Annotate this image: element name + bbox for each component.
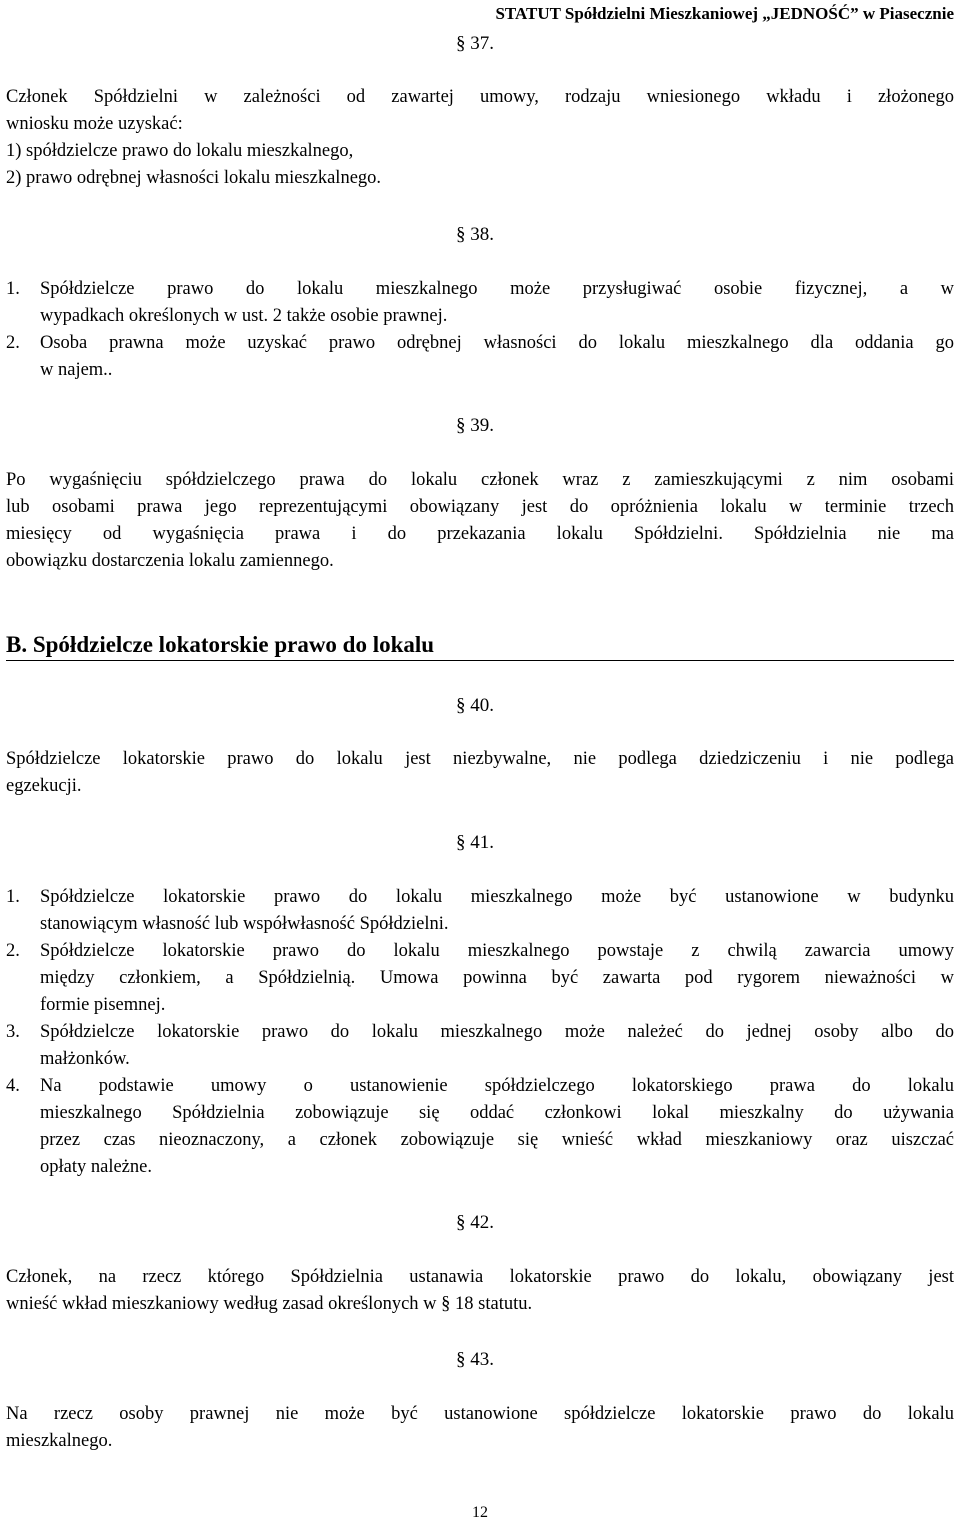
page-header: STATUT Spółdzielni Mieszkaniowej „JEDNOŚĆ” w Piasecznie — [495, 4, 954, 23]
text-line: obowiązku dostarczenia lokalu zamiennego. — [6, 551, 334, 571]
section-heading-39: § 39. — [456, 415, 494, 436]
text-line: miesięcy od wygaśnięcia prawa i do przekazania lokalu Spółdzielni. Spółdzielnia nie ma — [6, 524, 954, 544]
section-heading-38: § 38. — [456, 224, 494, 245]
text-line: Członek Spółdzielni w zależności od zawartej umowy, rodzaju wniesionego wkładu i złożonego — [6, 87, 954, 107]
list-item: 2) prawo odrębnej własności lokalu mieszkalnego. — [6, 168, 382, 188]
text-line: wnieść wkład mieszkaniowy według zasad określonych w § 18 statutu. — [6, 1294, 533, 1314]
text-line: mieszkalnego. — [6, 1431, 113, 1451]
text-line: Spółdzielcze lokatorskie prawo do lokalu mieszkalnego może być ustanowione w budynku — [40, 887, 954, 907]
text-line: Na rzecz osoby prawnej nie może być ustanowione spółdzielcze lokatorskie prawo do lokalu — [6, 1404, 954, 1424]
text-line: Spółdzielcze prawo do lokalu mieszkalnego może przysługiwać osobie fizycznej, a w — [40, 279, 954, 299]
section-heading-43: § 43. — [456, 1349, 494, 1370]
paragraph-43 — [6, 1401, 954, 1455]
section-heading-37: § 37. — [456, 33, 494, 54]
text-line: między członkiem, a Spółdzielnią. Umowa powinna być zawarta pod rygorem nieważności w — [40, 968, 954, 988]
text-line: Na podstawie umowy o ustanowienie spółdzielczego lokatorskiego prawa do lokalu — [40, 1076, 954, 1096]
text-line: formie pisemnej. — [40, 995, 166, 1015]
list-item-38-2 — [6, 330, 954, 384]
text-line: Spółdzielcze lokatorskie prawo do lokalu jest niezbywalne, nie podlega dziedziczeniu i nie podlega — [6, 749, 954, 769]
text-line: wniosku może uzyskać: — [6, 114, 183, 134]
page-number: 12 — [472, 1504, 488, 1521]
text-line: lub osobami prawa jego reprezentującymi obowiązany jest do opróżnienia lokalu w terminie trzech — [6, 497, 954, 517]
paragraph-37 — [6, 84, 954, 192]
item-number: 1. — [6, 279, 20, 299]
section-heading-41: § 41. — [456, 832, 494, 853]
text-line: Spółdzielcze lokatorskie prawo do lokalu mieszkalnego może należeć do jednej osoby albo do — [40, 1022, 954, 1042]
text-line: mieszkalnego Spółdzielnia zobowiązuje się oddać członkowi lokal mieszkalny do używania — [40, 1103, 954, 1123]
text-line: Członek, na rzecz którego Spółdzielnia ustanawia lokatorskie prawo do lokalu, obowiązany jest — [6, 1267, 954, 1287]
paragraph-39 — [6, 467, 954, 575]
text-line: Osoba prawna może uzyskać prawo odrębnej własności do lokalu mieszkalnego dla oddania go — [40, 333, 954, 353]
text-line: stanowiącym własność lub współwłasność Spółdzielni. — [40, 914, 449, 934]
text-line: Spółdzielcze lokatorskie prawo do lokalu mieszkalnego powstaje z chwilą zawarcia umowy — [40, 941, 954, 961]
item-number: 3. — [6, 1022, 20, 1042]
list-item-41-1 — [6, 884, 954, 938]
text-line: opłaty należne. — [40, 1157, 152, 1177]
text-line: Po wygaśnięciu spółdzielczego prawa do lokalu członek wraz z zamieszkującymi z nim osobami — [6, 470, 954, 490]
paragraph-42 — [6, 1264, 954, 1318]
section-heading-42: § 42. — [456, 1212, 494, 1233]
list-item: 1) spółdzielcze prawo do lokalu mieszkalnego, — [6, 141, 354, 161]
section-divider — [6, 660, 954, 661]
text-line: wypadkach określonych w ust. 2 także osobie prawnej. — [40, 306, 448, 326]
list-item-41-4 — [6, 1073, 954, 1181]
text-line: przez czas nieoznaczony, a członek zobowiązuje się wnieść wkład mieszkaniowy oraz uiszczać — [40, 1130, 954, 1150]
item-number: 2. — [6, 941, 20, 961]
list-item-41-3 — [6, 1019, 954, 1073]
paragraph-40 — [6, 746, 954, 800]
list-item-41-2 — [6, 938, 954, 1019]
item-number: 1. — [6, 887, 20, 907]
text-line: egzekucji. — [6, 776, 82, 796]
section-heading-40: § 40. — [456, 695, 494, 716]
text-line: małżonków. — [40, 1049, 130, 1069]
item-number: 2. — [6, 333, 20, 353]
item-number: 4. — [6, 1076, 20, 1096]
section-title-b: B. Spółdzielcze lokatorskie prawo do lokalu — [6, 632, 435, 657]
list-item-38-1 — [6, 276, 954, 330]
text-line: w najem.. — [40, 360, 113, 380]
